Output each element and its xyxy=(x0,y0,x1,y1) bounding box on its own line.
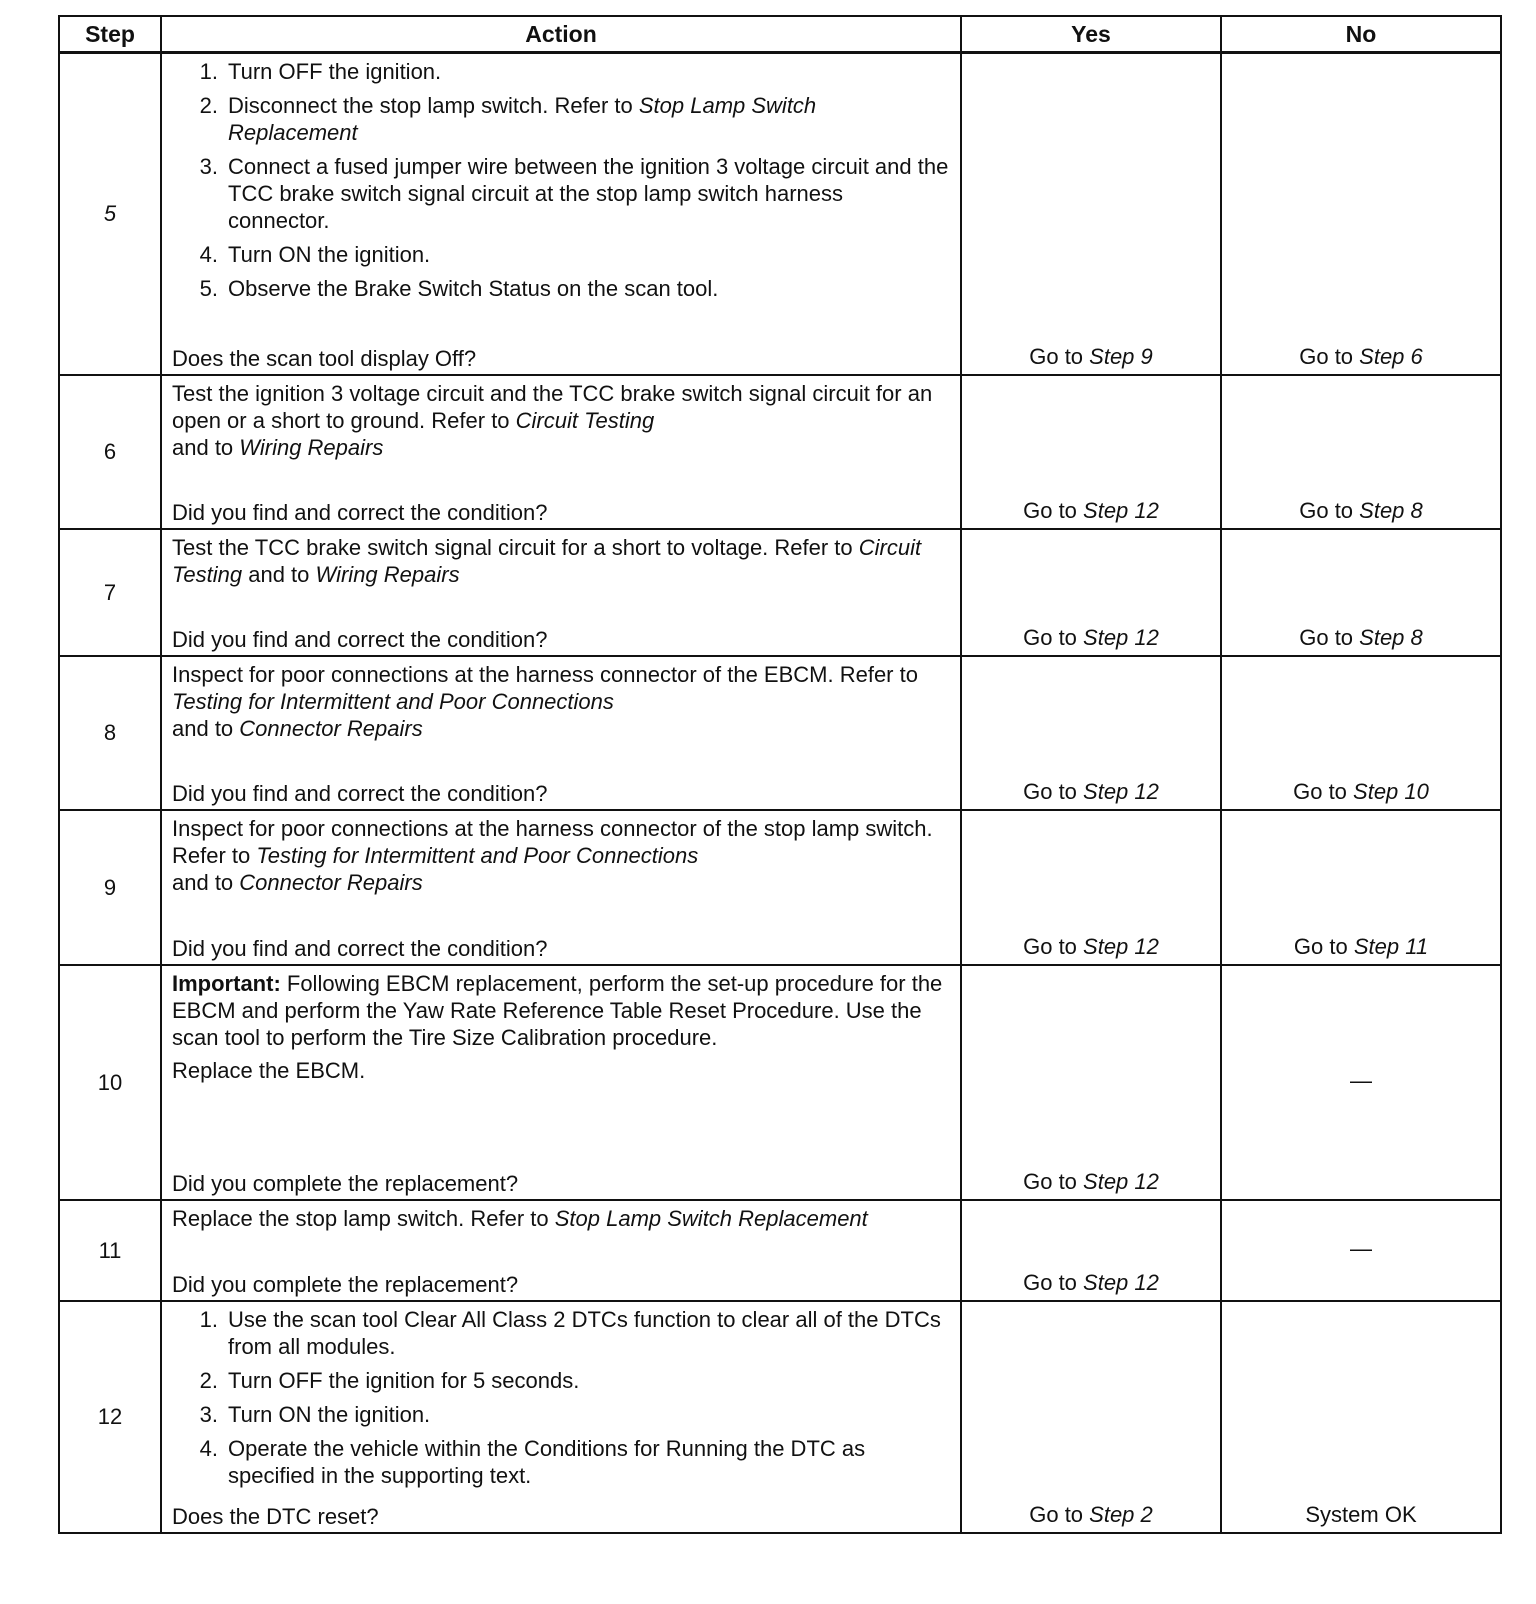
action-list xyxy=(172,58,950,302)
step-number: 7 xyxy=(59,529,161,656)
action-cell: Test the ignition 3 voltage circuit and the TCC brake switch signal circuit for an open or a short to ground. Refer to Circuit Testing and to Wiring Repairs Did you find and correct the condition? xyxy=(161,375,961,529)
action-text: Replace the EBCM. xyxy=(172,1058,366,1083)
table-row xyxy=(59,1301,1501,1533)
yes-cell: Go to Step 12 xyxy=(961,529,1221,656)
reference-link: Stop Lamp Switch Replacement xyxy=(228,93,817,145)
action-cell xyxy=(161,1301,961,1533)
list-item: 2. Turn OFF the ignition for 5 seconds. xyxy=(199,1368,580,1393)
action-list xyxy=(172,1306,950,1489)
yes-cell: Go to Step 9 xyxy=(961,53,1221,376)
yes-cell: Go to Step 12 xyxy=(961,656,1221,810)
list-item: 1. Use the scan tool Clear All Class 2 DTCs function to clear all of the DTCs from all modules. xyxy=(199,1307,941,1359)
no-cell: Go to Step 11 xyxy=(1221,810,1501,965)
header-no: No xyxy=(1221,16,1501,53)
reference-link: Connector Repairs xyxy=(239,716,423,741)
reference-link: Circuit Testing xyxy=(172,535,922,587)
question-text: Does the scan tool display Off? xyxy=(172,346,477,371)
action-cell xyxy=(161,965,961,1200)
yes-cell: Go to Step 2 xyxy=(961,1301,1221,1533)
step-number: 11 xyxy=(59,1200,161,1301)
question-text: Does the DTC reset? xyxy=(172,1504,379,1529)
reference-link: Circuit Testing xyxy=(515,408,655,433)
no-cell: Go to Step 8 xyxy=(1221,529,1501,656)
header-step: Step xyxy=(59,16,161,53)
question-text: Did you find and correct the condition? xyxy=(172,781,548,806)
table-row xyxy=(59,529,1501,656)
action-cell: Replace the stop lamp switch. Refer to Stop Lamp Switch Replacement Did you complete the replacement? xyxy=(161,1200,961,1301)
question-text: Did you find and correct the condition? xyxy=(172,627,548,652)
list-item: 4. Operate the vehicle within the Conditions for Running the DTC as specified in the supporting text. xyxy=(199,1436,866,1488)
list-item: 4. Turn ON the ignition. xyxy=(199,242,431,267)
step-number: 10 xyxy=(59,965,161,1200)
yes-cell: Go to Step 12 xyxy=(961,810,1221,965)
table-row xyxy=(59,53,1501,376)
diagnostic-steps-table xyxy=(58,15,1502,1534)
step-number: 12 xyxy=(59,1301,161,1533)
no-cell: System OK xyxy=(1221,1301,1501,1533)
question-text: Did you complete the replacement? xyxy=(172,1171,519,1196)
step-number: 6 xyxy=(59,375,161,529)
reference-link: Testing for Intermittent and Poor Connections xyxy=(172,689,614,714)
no-cell: Go to Step 6 xyxy=(1221,53,1501,376)
no-cell: — xyxy=(1221,1200,1501,1301)
yes-cell: Go to Step 12 xyxy=(961,375,1221,529)
list-item: 2. Disconnect the stop lamp switch. Refer to Stop Lamp Switch Replacement xyxy=(199,93,817,145)
table-row xyxy=(59,656,1501,810)
no-cell: — xyxy=(1221,965,1501,1200)
no-cell: Go to Step 8 xyxy=(1221,375,1501,529)
header-action: Action xyxy=(161,16,961,53)
action-cell: Inspect for poor connections at the harness connector of the stop lamp switch. Refer to Testing for Intermittent and Poor Connections and to Connector Repairs Did you find and correct the condition? xyxy=(161,810,961,965)
yes-cell: Go to Step 12 xyxy=(961,1200,1221,1301)
reference-link: Testing for Intermittent and Poor Connections xyxy=(256,843,699,868)
reference-link: Connector Repairs xyxy=(239,870,423,895)
yes-cell: Go to Step 12 xyxy=(961,965,1221,1200)
step-number: 5 xyxy=(59,53,161,376)
action-cell: Test the TCC brake switch signal circuit for a short to voltage. Refer to Circuit Testing and to Wiring Repairs Did you find and correct the condition? xyxy=(161,529,961,656)
table-row xyxy=(59,810,1501,965)
reference-link: Wiring Repairs xyxy=(239,435,384,460)
header-row xyxy=(59,16,1501,53)
action-cell xyxy=(161,53,961,376)
list-item: 3. Turn ON the ignition. xyxy=(199,1402,431,1427)
reference-link: Stop Lamp Switch Replacement xyxy=(554,1206,868,1231)
step-number: 8 xyxy=(59,656,161,810)
important-note: Important: Following EBCM replacement, perform the set-up procedure for the EBCM and perform the Yaw Rate Reference Table Reset Procedure. Use the scan tool to perform the Tire Size Calibration procedure. xyxy=(172,971,943,1050)
list-item: 5. Observe the Brake Switch Status on the scan tool. xyxy=(199,276,719,301)
question-text: Did you find and correct the condition? xyxy=(172,500,548,525)
step-number: 9 xyxy=(59,810,161,965)
list-item: 3. Connect a fused jumper wire between the ignition 3 voltage circuit and the TCC brake switch signal circuit at the stop lamp switch harness connector. xyxy=(199,154,949,233)
action-cell: Inspect for poor connections at the harness connector of the EBCM. Refer to Testing for Intermittent and Poor Connections and to Connector Repairs Did you find and correct the condition? xyxy=(161,656,961,810)
table-row xyxy=(59,375,1501,529)
no-cell: Go to Step 10 xyxy=(1221,656,1501,810)
header-yes: Yes xyxy=(961,16,1221,53)
list-item: 1. Turn OFF the ignition. xyxy=(199,59,442,84)
question-text: Did you find and correct the condition? xyxy=(172,936,548,961)
reference-link: Wiring Repairs xyxy=(315,562,460,587)
table-row xyxy=(59,1200,1501,1301)
table-row xyxy=(59,965,1501,1200)
question-text: Did you complete the replacement? xyxy=(172,1272,519,1297)
